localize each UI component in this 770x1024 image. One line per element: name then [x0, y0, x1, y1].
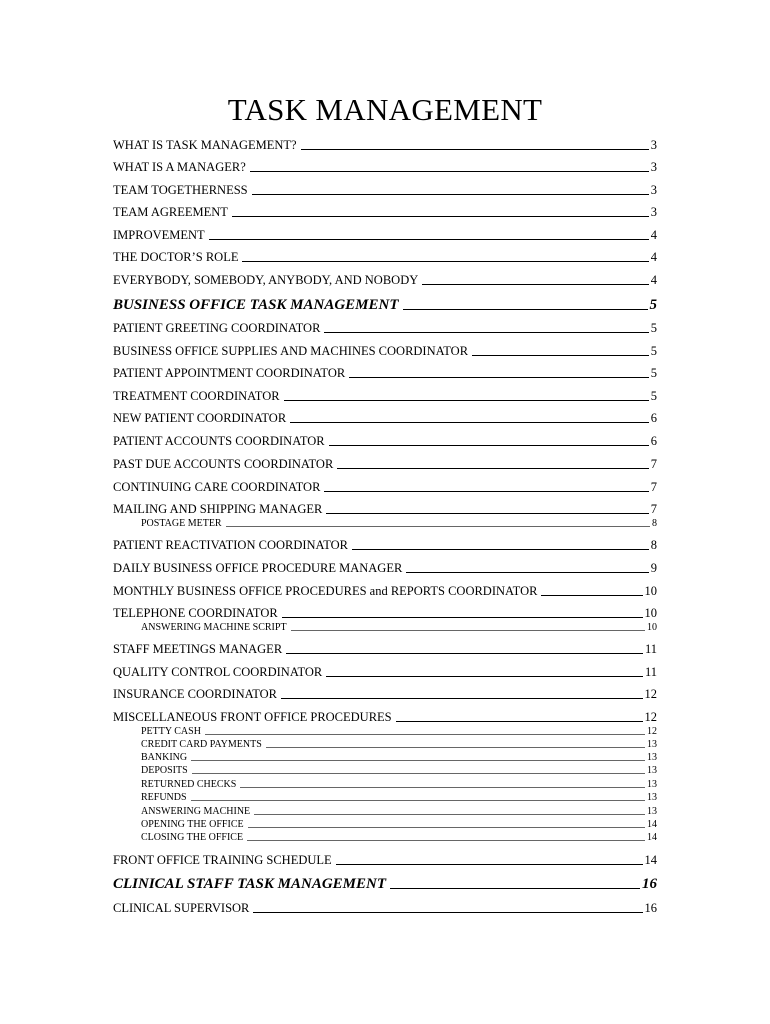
toc-subentry [141, 764, 657, 776]
toc-page-number: 10 [644, 584, 657, 598]
toc-label: MONTHLY BUSINESS OFFICE PROCEDURES and REPORTS COORDINATOR [113, 584, 538, 598]
toc-page-number: 10 [647, 622, 657, 633]
leader-line [336, 863, 643, 865]
toc-subentry [141, 621, 657, 633]
toc-page-number: 6 [650, 411, 657, 425]
toc-page-number: 7 [650, 457, 657, 471]
toc-label: FRONT OFFICE TRAINING SCHEDULE [113, 853, 332, 867]
leader-line [232, 215, 649, 217]
toc-subentry [141, 738, 657, 750]
toc-page-number: 11 [644, 665, 657, 679]
toc-page-number: 14 [647, 832, 657, 843]
toc-sublabel: ANSWERING MACHINE [141, 806, 251, 817]
toc-label: DAILY BUSINESS OFFICE PROCEDURE MANAGER [113, 561, 403, 575]
toc-sublabel: CREDIT CARD PAYMENTS [141, 739, 262, 750]
toc-page-number: 7 [650, 502, 657, 516]
toc-entry [113, 410, 657, 426]
toc-page-number: 14 [647, 819, 657, 830]
toc-entry [113, 388, 657, 404]
leader-line [324, 331, 648, 333]
toc-entry [113, 664, 657, 680]
leader-line [282, 616, 643, 618]
leader-line [191, 799, 645, 801]
toc-page-number: 9 [650, 561, 657, 575]
leader-line [191, 759, 645, 761]
toc-page-number: 5 [649, 297, 657, 313]
toc-page-number: 3 [650, 160, 657, 174]
toc-page-number: 5 [650, 366, 657, 380]
toc-page-number: 11 [644, 642, 657, 656]
toc-label: IMPROVEMENT [113, 228, 205, 242]
toc-subentry [141, 805, 657, 817]
toc-label: PATIENT APPOINTMENT COORDINATOR [113, 366, 346, 380]
toc-page-number: 5 [650, 321, 657, 335]
leader-line [226, 525, 650, 527]
toc-subentry [141, 725, 657, 737]
leader-line [390, 887, 640, 889]
leader-line [291, 629, 645, 631]
toc-page-number: 16 [644, 901, 657, 915]
page-title: TASK MANAGEMENT [227, 92, 543, 127]
toc-entry [113, 204, 657, 220]
toc-label: EVERYBODY, SOMEBODY, ANYBODY, AND NOBODY [113, 273, 419, 287]
leader-line [541, 594, 642, 596]
leader-line [253, 911, 642, 913]
toc-label: STAFF MEETINGS MANAGER [113, 642, 283, 656]
leader-line [406, 571, 648, 573]
toc-page-number: 3 [650, 183, 657, 197]
toc-label: PATIENT GREETING COORDINATOR [113, 321, 321, 335]
toc-entry [113, 137, 657, 153]
toc-label: PATIENT REACTIVATION COORDINATOR [113, 538, 348, 552]
toc-page-number: 12 [644, 710, 657, 724]
toc-label: MISCELLANEOUS FRONT OFFICE PROCEDURES [113, 710, 392, 724]
toc-entry [113, 537, 657, 553]
toc-section-heading [113, 295, 657, 314]
toc-subentry [141, 831, 657, 843]
toc-entry [113, 686, 657, 702]
toc-entry [113, 852, 657, 868]
toc-label: QUALITY CONTROL COORDINATOR [113, 665, 323, 679]
toc-entry [113, 272, 657, 288]
toc-entry [113, 501, 657, 517]
toc-sublabel: REFUNDS [141, 792, 187, 803]
leader-line [422, 283, 648, 285]
toc-sublabel: OPENING THE OFFICE [141, 819, 244, 830]
toc-entry [113, 583, 657, 599]
toc-sublabel: POSTAGE METER [141, 518, 222, 529]
leader-line [242, 260, 648, 262]
toc-entry [113, 433, 657, 449]
leader-line [337, 467, 648, 469]
leader-line [352, 548, 649, 550]
toc-page-number: 3 [650, 205, 657, 219]
toc-entry [113, 159, 657, 175]
toc-entry [113, 709, 657, 725]
toc-label: BUSINESS OFFICE SUPPLIES AND MACHINES COORDINATOR [113, 344, 469, 358]
toc-subentry [141, 791, 657, 803]
toc-label: THE DOCTOR’S ROLE [113, 250, 239, 264]
leader-line [209, 238, 649, 240]
toc-label: INSURANCE COORDINATOR [113, 687, 278, 701]
toc-subentry [141, 818, 657, 830]
toc-page-number: 4 [650, 228, 657, 242]
toc-subentry [141, 778, 657, 790]
toc-entry [113, 560, 657, 576]
toc-entry [113, 479, 657, 495]
toc-page-number: 12 [644, 687, 657, 701]
leader-line [284, 399, 649, 401]
toc-entry [113, 182, 657, 198]
toc-page-number: 4 [650, 273, 657, 287]
toc-label: CONTINUING CARE COORDINATOR [113, 480, 321, 494]
toc-page-number: 7 [650, 480, 657, 494]
leader-line [281, 697, 642, 699]
leader-line [329, 444, 649, 446]
toc-entry [113, 227, 657, 243]
toc-label: NEW PATIENT COORDINATOR [113, 411, 287, 425]
toc-page-number: 13 [647, 806, 657, 817]
toc-sublabel: RETURNED CHECKS [141, 779, 237, 790]
toc-entry [113, 900, 657, 916]
leader-line [240, 786, 645, 788]
toc-page-number: 5 [650, 344, 657, 358]
toc-page-number: 13 [647, 739, 657, 750]
toc-section-label: CLINICAL STAFF TASK MANAGEMENT [113, 876, 387, 892]
toc-entry [113, 320, 657, 336]
toc-page-number: 13 [647, 792, 657, 803]
toc-page-number: 6 [650, 434, 657, 448]
leader-line [254, 813, 645, 815]
leader-line [286, 652, 643, 654]
toc-label: PAST DUE ACCOUNTS COORDINATOR [113, 457, 334, 471]
leader-line [472, 354, 649, 356]
leader-line [266, 746, 645, 748]
leader-line [326, 675, 643, 677]
toc-page-number: 4 [650, 250, 657, 264]
toc-label: TELEPHONE COORDINATOR [113, 606, 278, 620]
toc-label: WHAT IS TASK MANAGEMENT? [113, 138, 297, 152]
toc-entry [113, 343, 657, 359]
toc-page-number: 8 [650, 538, 657, 552]
toc-sublabel: CLOSING THE OFFICE [141, 832, 244, 843]
toc-page-number: 8 [652, 518, 657, 529]
toc-page-number: 13 [647, 779, 657, 790]
toc-section-label: BUSINESS OFFICE TASK MANAGEMENT [113, 297, 399, 313]
leader-line [248, 826, 645, 828]
toc-label: CLINICAL SUPERVISOR [113, 901, 250, 915]
toc-sublabel: DEPOSITS [141, 765, 188, 776]
toc-entry [113, 365, 657, 381]
toc-page-number: 3 [650, 138, 657, 152]
toc-label: MAILING AND SHIPPING MANAGER [113, 502, 323, 516]
leader-line [247, 839, 645, 841]
toc-entry [113, 456, 657, 472]
toc-entry [113, 249, 657, 265]
leader-line [396, 720, 643, 722]
toc-label: TEAM AGREEMENT [113, 205, 228, 219]
toc-label: WHAT IS A MANAGER? [113, 160, 246, 174]
leader-line [250, 170, 649, 172]
toc-page-number: 13 [647, 765, 657, 776]
leader-line [290, 421, 649, 423]
leader-line [326, 512, 648, 514]
toc-page-number: 12 [647, 726, 657, 737]
toc-label: TEAM TOGETHERNESS [113, 183, 248, 197]
toc-subentry [141, 751, 657, 763]
toc-entry [113, 641, 657, 657]
toc-page-number: 14 [644, 853, 657, 867]
leader-line [301, 148, 649, 150]
toc-entry [113, 605, 657, 621]
toc-sublabel: BANKING [141, 752, 188, 763]
toc-page-number: 10 [644, 606, 657, 620]
toc-page-number: 16 [642, 876, 657, 892]
toc-sublabel: ANSWERING MACHINE SCRIPT [141, 622, 287, 633]
toc-label: TREATMENT COORDINATOR [113, 389, 280, 403]
toc-label: PATIENT ACCOUNTS COORDINATOR [113, 434, 325, 448]
leader-line [205, 733, 645, 735]
toc-subentry [141, 517, 657, 529]
toc-page-number: 13 [647, 752, 657, 763]
leader-line [192, 772, 645, 774]
leader-line [403, 308, 648, 310]
toc-section-heading [113, 874, 657, 893]
toc-sublabel: PETTY CASH [141, 726, 201, 737]
leader-line [252, 193, 649, 195]
leader-line [324, 490, 648, 492]
toc-page-number: 5 [650, 389, 657, 403]
leader-line [349, 376, 649, 378]
